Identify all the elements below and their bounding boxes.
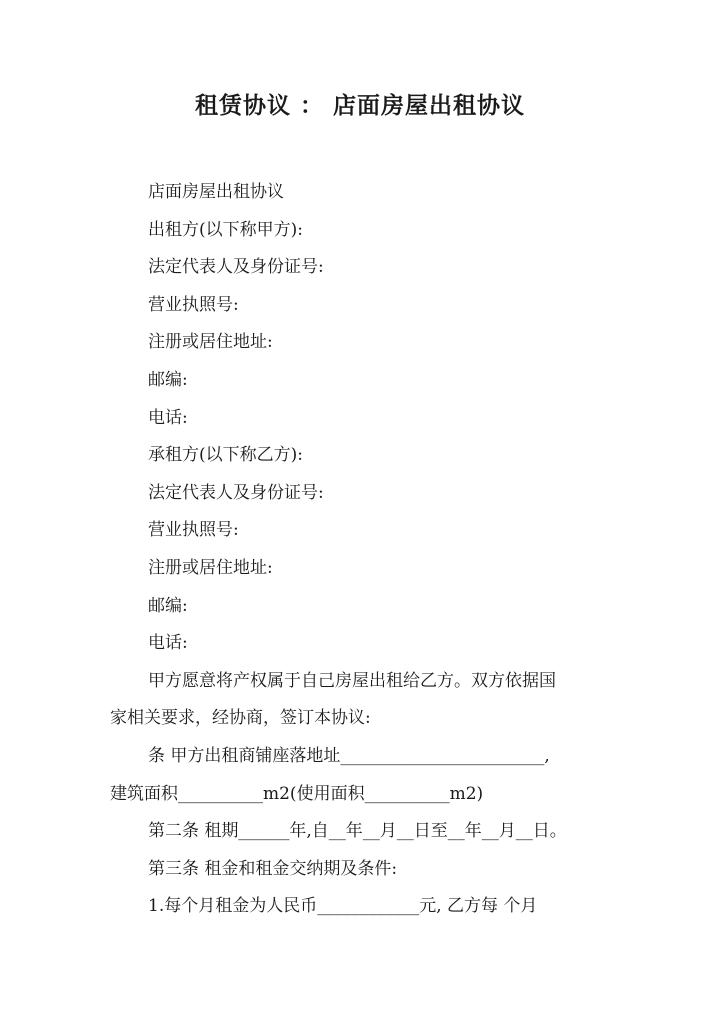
line-lessee-license: 营业执照号: (148, 520, 239, 541)
clause-1-line2: 建筑面积__________m2(使用面积__________m2) (110, 783, 484, 804)
paragraph-intro-line2: 家相关要求，经协商，签订本协议: (110, 708, 371, 729)
line-lessor-address: 注册或居住地址: (148, 332, 273, 353)
document-body (110, 174, 615, 926)
line-lessor: 出租方(以下称甲方): (148, 219, 303, 240)
line-lessor-representative: 法定代表人及身份证号: (148, 257, 324, 278)
line-lessee: 承租方(以下称乙方): (148, 445, 303, 466)
line-lessor-postcode: 邮编: (148, 369, 188, 390)
line-lessor-phone: 电话: (148, 407, 188, 428)
line-subtitle: 店面房屋出租协议 (148, 182, 284, 202)
paragraph-intro-line1: 甲方愿意将产权属于自己房屋出租给乙方。双方依据国 (148, 670, 556, 691)
line-lessee-postcode: 邮编: (148, 595, 188, 616)
clause-1-line1: 条 甲方出租商铺座落地址________________________, (148, 745, 550, 766)
line-lessor-license: 营业执照号: (148, 294, 239, 315)
clause-3-item-1: 1.每个月租金为人民币____________元, 乙方每 个月 (148, 896, 538, 917)
clause-2: 第二条 租期______年,自__年__月__日至__年__月__日。 (148, 821, 567, 842)
clause-3: 第三条 租金和租金交纳期及条件: (148, 858, 398, 879)
line-lessee-representative: 法定代表人及身份证号: (148, 482, 324, 503)
document-title: 租赁协议 ： 店面房屋出租协议 (194, 92, 525, 119)
line-lessee-phone: 电话: (148, 633, 188, 654)
line-lessee-address: 注册或居住地址: (148, 557, 273, 578)
